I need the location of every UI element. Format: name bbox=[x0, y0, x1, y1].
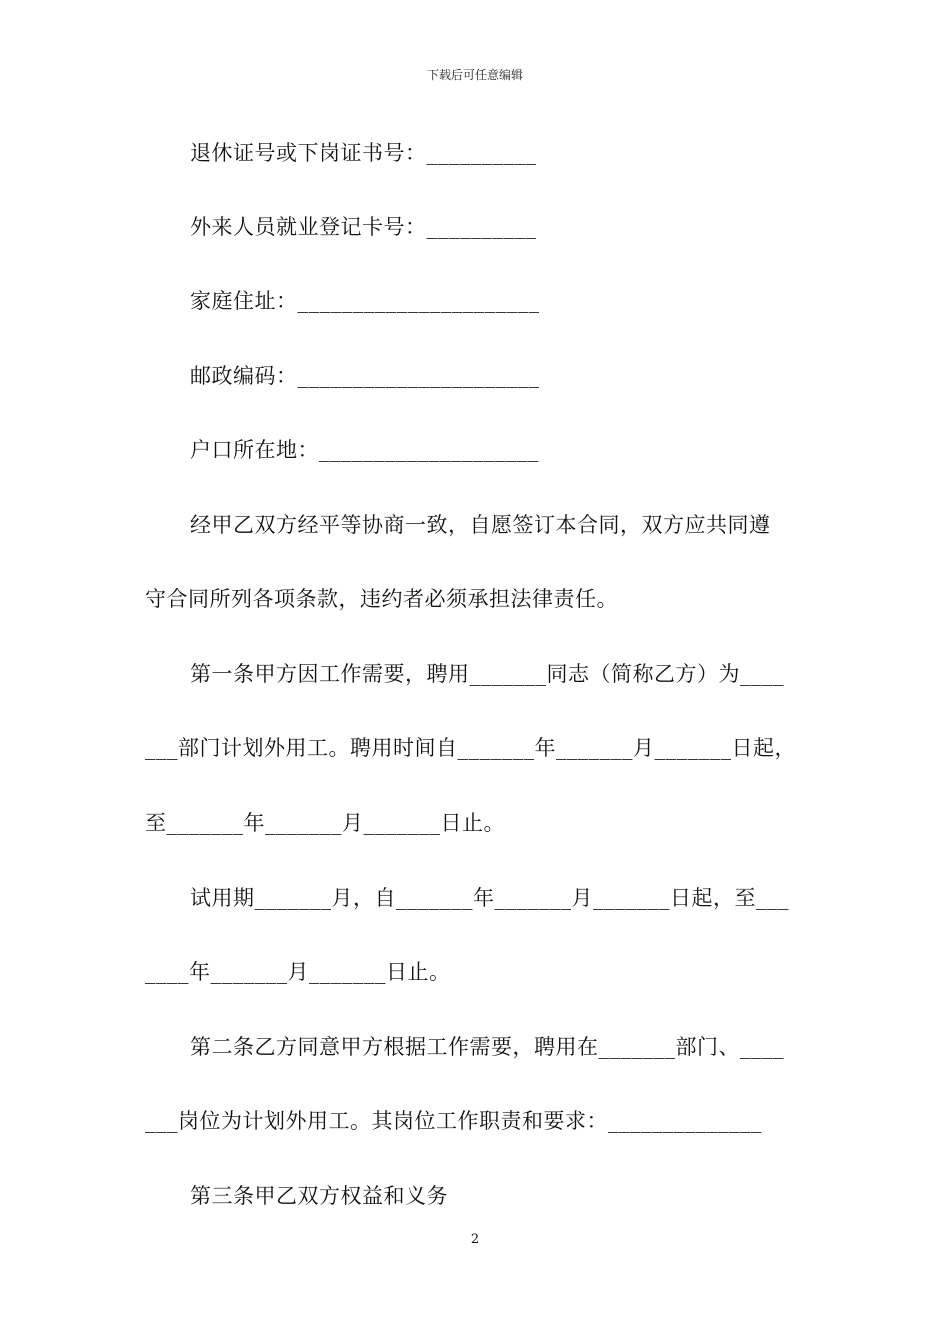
agreement-paragraph-line-1: 经甲乙双方经平等协商一致，自愿签订本合同，双方应共同遵 bbox=[190, 513, 771, 537]
article-2-line-1: 第二条乙方同意甲方根据工作需要，聘用在_______部门、____ bbox=[190, 1035, 784, 1059]
registration-card-line: 外来人员就业登记卡号：__________ bbox=[190, 215, 537, 239]
household-registration-line: 户口所在地：____________________ bbox=[190, 438, 539, 462]
page-header-note: 下载后可任意编辑 bbox=[426, 68, 523, 82]
probation-line-1: 试用期_______月，自_______年_______月_______日起，至___ bbox=[190, 886, 789, 910]
postal-code-line: 邮政编码：______________________ bbox=[190, 364, 540, 388]
article-1-line-3: 至_______年_______月_______日止。 bbox=[145, 811, 505, 835]
article-1-line-2: ___部门计划外用工。聘用时间自_______年_______月_______日起， bbox=[145, 736, 796, 760]
article-3-heading: 第三条甲乙双方权益和义务 bbox=[190, 1184, 448, 1208]
home-address-line: 家庭住址：______________________ bbox=[190, 289, 540, 313]
agreement-paragraph-line-2: 守合同所列各项条款，违约者必须承担法律责任。 bbox=[145, 587, 618, 611]
probation-line-2: ____年_______月_______日止。 bbox=[145, 960, 451, 984]
article-2-line-2: ___岗位为计划外用工。其岗位工作职责和要求：______________ bbox=[145, 1109, 762, 1133]
retirement-certificate-line: 退休证号或下岗证书号：__________ bbox=[190, 141, 537, 165]
page-number: 2 bbox=[470, 1232, 480, 1247]
article-1-line-1: 第一条甲方因工作需要，聘用_______同志（简称乙方）为____ bbox=[190, 662, 784, 686]
